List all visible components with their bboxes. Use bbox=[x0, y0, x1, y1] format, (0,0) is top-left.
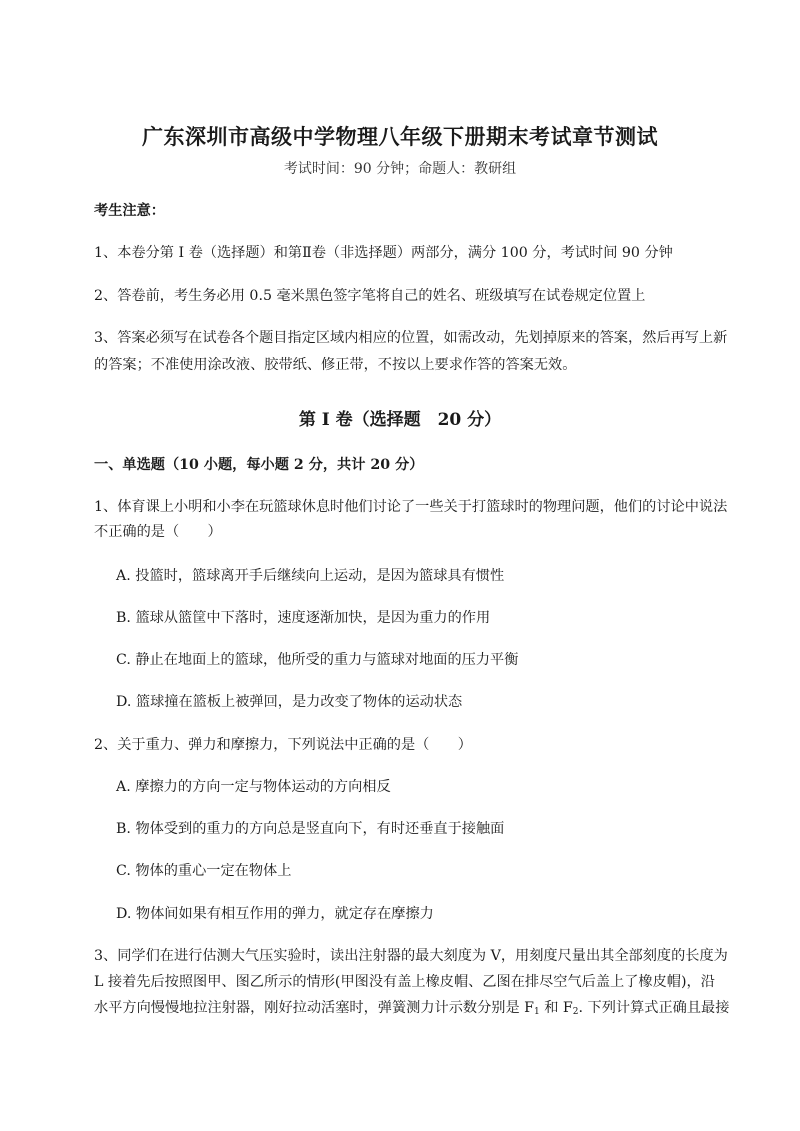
question-3-line-3-b: 和 F bbox=[539, 1000, 573, 1016]
question-1-option-d: D. 篮球撞在篮板上被弹回，是力改变了物体的运动状态 bbox=[116, 694, 463, 710]
question-1-line-1: 1、体育课上小明和小李在玩篮球休息时他们讨论了一些关于打篮球时的物理问题，他们的讨论中说法 bbox=[94, 499, 728, 515]
question-1-option-c: C. 静止在地面上的篮球，他所受的重力与篮球对地面的压力平衡 bbox=[116, 652, 519, 668]
notice-heading: 考生注意： bbox=[94, 203, 165, 219]
question-3-line-3-c: . 下列计算式正确且最接 bbox=[578, 1000, 730, 1016]
question-2-line-1: 2、关于重力、弹力和摩擦力，下列说法中正确的是（ ） bbox=[94, 737, 472, 753]
exam-meta: 考试时间：90 分钟；命题人：教研组 bbox=[283, 161, 517, 177]
force-subscript-2: 2 bbox=[572, 1007, 579, 1017]
question-3-line-1: 3、同学们在进行估测大气压实验时，读出注射器的最大刻度为 V，用刻度尺量出其全部刻度的长度为 bbox=[94, 948, 728, 964]
question-1-line-2: 不正确的是（ ） bbox=[94, 524, 222, 540]
notice-item-3-line-2: 的答案；不准使用涂改液、胶带纸、修正带，不按以上要求作答的答案无效。 bbox=[94, 357, 577, 373]
question-3-line-3-a: 水平方向慢慢地拉注射器，刚好拉动活塞时，弹簧测力计示数分别是 F bbox=[94, 1000, 534, 1016]
force-subscript-1: 1 bbox=[533, 1007, 540, 1017]
question-2-option-a: A. 摩擦力的方向一定与物体运动的方向相反 bbox=[116, 779, 391, 795]
question-2-option-c: C. 物体的重心一定在物体上 bbox=[116, 863, 292, 879]
question-3-line-2: L 接着先后按照图甲、图乙所示的情形(甲图没有盖上橡皮帽、乙图在排尽空气后盖上了橡皮帽)，沿 bbox=[94, 974, 715, 990]
question-2-option-d: D. 物体间如果有相互作用的弹力，就定存在摩擦力 bbox=[116, 906, 434, 922]
question-1-option-a: A. 投篮时，篮球离开手后继续向上运动，是因为篮球具有惯性 bbox=[116, 568, 505, 584]
notice-item-3-line-1: 3、答案必须写在试卷各个题目指定区域内相应的位置，如需改动，先划掉原来的答案，然后再写上新 bbox=[94, 330, 728, 346]
page-title: 广东深圳市高级中学物理八年级下册期末考试章节测试 bbox=[142, 124, 658, 149]
notice-item-1: 1、本卷分第 I 卷（选择题）和第Ⅱ卷（非选择题）两部分，满分 100 分，考试时间 90 分钟 bbox=[94, 245, 673, 261]
question-2-option-b: B. 物体受到的重力的方向总是竖直向下，有时还垂直于接触面 bbox=[116, 821, 505, 837]
section-title: 第 I 卷（选择题 20 分） bbox=[298, 410, 502, 430]
question-1-option-b: B. 篮球从篮筐中下落时，速度逐渐加快，是因为重力的作用 bbox=[116, 610, 491, 626]
question-3-line-3 bbox=[94, 998, 754, 1022]
notice-item-2: 2、答卷前，考生务必用 0.5 毫米黑色签字笔将自己的姓名、班级填写在试卷规定位置上 bbox=[94, 288, 646, 304]
part-heading: 一、单选题（10 小题，每小题 2 分，共计 20 分） bbox=[94, 457, 424, 473]
